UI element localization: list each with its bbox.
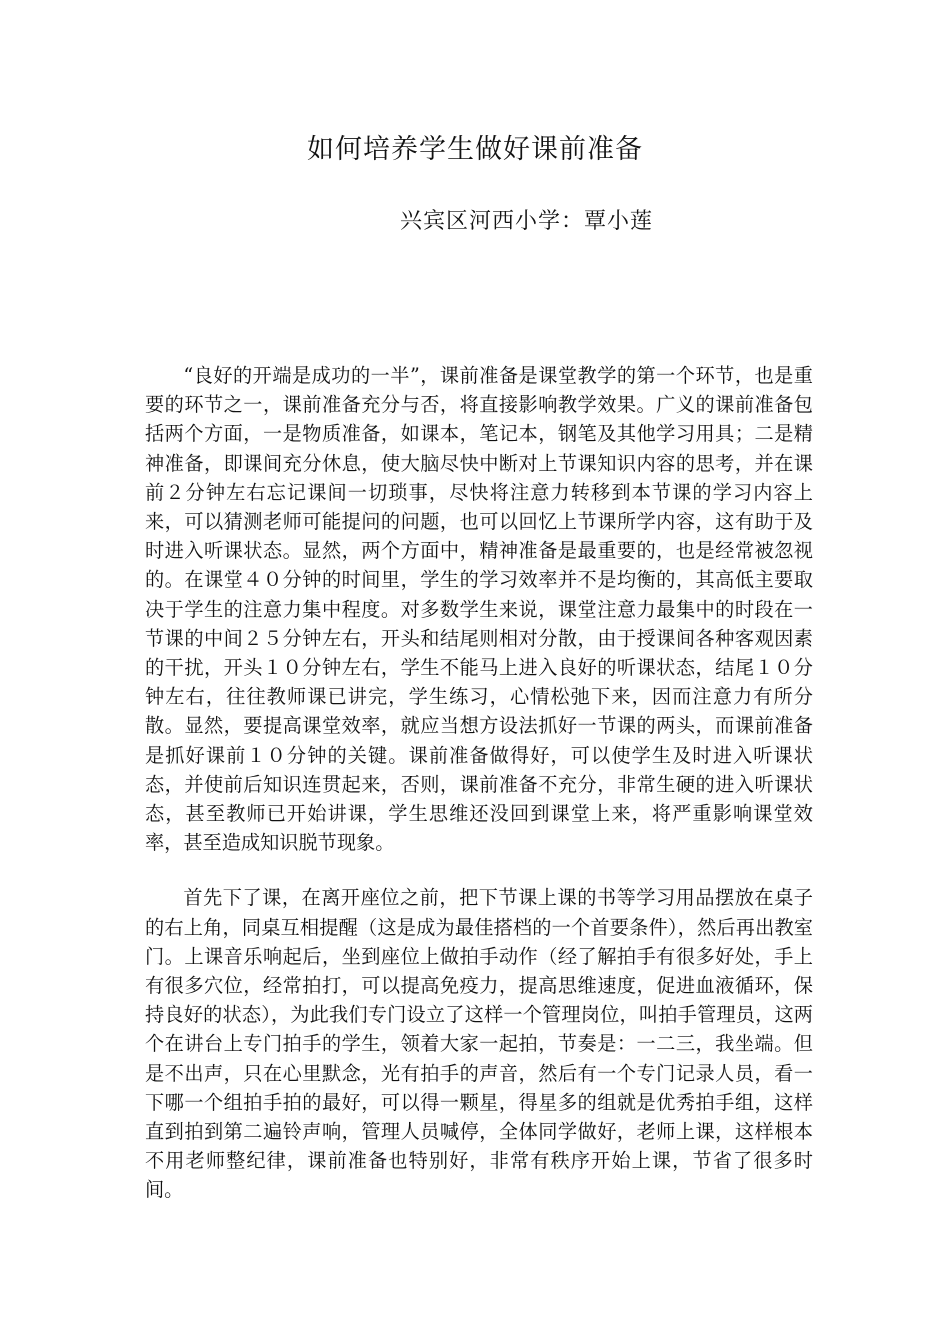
- author-line: 兴宾区河西小学：覃小莲: [400, 209, 654, 234]
- document-title: 如何培养学生做好课前准备: [307, 134, 643, 165]
- paragraph-2: 首先下了课，在离开座位之前，把下节课上课的书等学习用品摆放在桌子的右上角，同桌互相提醒（这是成为最佳搭档的一个首要条件），然后再出教室门。上课音乐响起后，坐到座位上做拍手动作（经了解拍手有很多好处，手上有很多穴位，经常拍打，可以提高免疫力，提高思维速度，促进血液循环，保持良好的状态），为此我们专门设立了这样一个管理岗位，叫拍手管理员，这两个在讲台上专门拍手的学生，领着大家一起拍，节奏是：一二三，我坐端。但是不出声，只在心里默念，光有拍手的声音，然后有一个专门记录人员，看一下哪一个组拍手拍的最好，可以得一颗星，得星多的组就是优秀拍手组，这样直到拍到第二遍铃声响，管理人员喊停，全体同学做好，老师上课，这样根本不用老师整纪律，课前准备也特别好，非常有秩序开始上课，节省了很多时间。: [145, 886, 813, 1202]
- document-body: [145, 361, 813, 1231]
- paragraph-1: “良好的开端是成功的一半”，课前准备是课堂教学的第一个环节，也是重要的环节之一，课前准备充分与否，将直接影响教学效果。广义的课前准备包括两个方面，一是物质准备，如课本，笔记本，钢笔及其他学习用具；二是精神准备，即课间充分休息，使大脑尽快中断对上节课知识内容的思考，并在课前２分钟左右忘记课间一切琐事，尽快将注意力转移到本节课的学习内容上来，可以猜测老师可能提问的问题，也可以回忆上节课所学内容，这有助于及时进入听课状态。显然，两个方面中，精神准备是最重要的，也是经常被忽视的。在课堂４０分钟的时间里，学生的学习效率并不是均衡的，其高低主要取决于学生的注意力集中程度。对多数学生来说，课堂注意力最集中的时段在一节课的中间２５分钟左右，开头和结尾则相对分散，由于授课间各种客观因素的干扰，开头１０分钟左右，学生不能马上进入良好的听课状态，结尾１０分钟左右，往往教师课已讲完，学生练习，心情松弛下来，因而注意力有所分散。显然，要提高课堂效率，就应当想方设法抓好一节课的两头，而课前准备是抓好课前１０分钟的关键。课前准备做得好，可以使学生及时进入听课状态，并使前后知识连贯起来，否则，课前准备不充分，非常生硬的进入听课状态，甚至教师已开始讲课，学生思维还没回到课堂上来，将严重影响课堂效率，甚至造成知识脱节现象。: [145, 364, 813, 855]
